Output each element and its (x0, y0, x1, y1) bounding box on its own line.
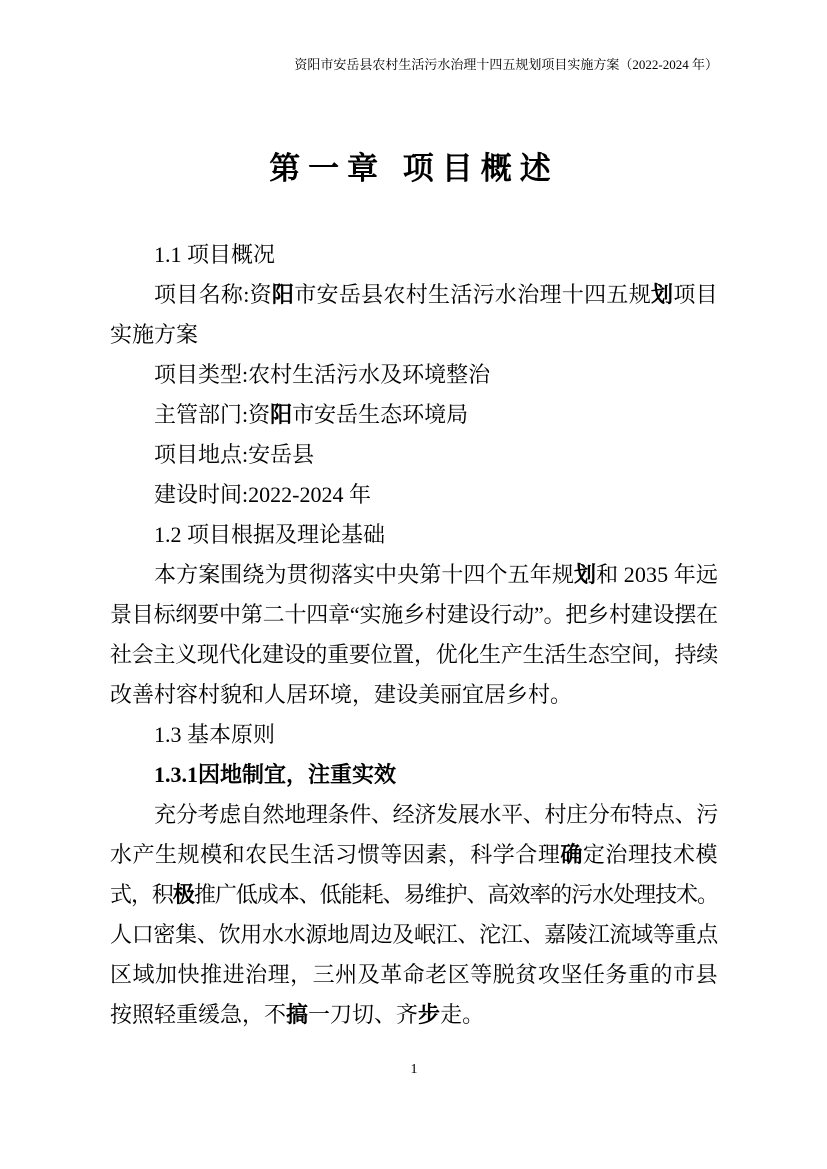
text-segment: 项目 (673, 282, 718, 307)
bold-text-segment: 划 (651, 282, 674, 307)
line-text (110, 842, 718, 867)
line-text (110, 642, 718, 667)
text-segment: 项目名称:资 (154, 282, 272, 307)
text-segment: 1.1 项目概况 (154, 242, 276, 267)
text-segment: 主管部门:资 (154, 402, 271, 427)
line-text (154, 722, 275, 747)
text-segment: 1.2 项目根据及理论基础 (154, 522, 386, 547)
heading-1-3 (110, 715, 718, 755)
para-basis-line-1 (110, 555, 718, 595)
para-principle-line-6 (110, 995, 718, 1035)
text-segment: 本方案围绕为贯彻落实中央第十四个五年规 (154, 562, 574, 587)
bold-text-segment: 阳 (271, 282, 295, 307)
line-text (154, 802, 718, 827)
heading-1-3-1 (110, 755, 718, 795)
line-text (110, 322, 198, 347)
heading-1-1 (110, 235, 718, 275)
text-segment: 水产生规模和农民生活习惯等因素，科学合理 (110, 842, 561, 867)
heading-1-2 (110, 515, 718, 555)
line-text (154, 442, 314, 467)
para-basis-line-2 (110, 595, 718, 635)
para-principle-line-4 (110, 915, 718, 955)
para-basis-line-3 (110, 635, 718, 675)
para-department (110, 395, 718, 435)
text-segment: 项目地点:安岳县 (154, 442, 315, 467)
text-segment: 景目标纲要中第二十四章“实施乡村建设行动”。把乡村建设摆在 (110, 602, 718, 627)
text-segment: 按照轻重缓急，不 (110, 1002, 287, 1027)
para-basis-line-4 (110, 675, 718, 715)
para-project-name-line-1 (110, 275, 718, 315)
bold-text-segment: 确 (560, 842, 583, 867)
bold-text-segment: 划 (573, 562, 597, 587)
line-text (110, 602, 718, 627)
bold-text-segment: 搞 (286, 1002, 309, 1027)
para-location (110, 435, 718, 475)
page-number: 1 (410, 1062, 418, 1077)
line-text (110, 922, 718, 947)
line-text (110, 882, 718, 907)
bold-text-segment: 步 (418, 1002, 441, 1027)
line-text (110, 962, 718, 987)
text-segment: 1.3 基本原则 (154, 722, 276, 747)
text-segment: 走。 (440, 1002, 485, 1027)
text-segment: 定治理技术模 (582, 842, 718, 867)
text-segment: 实施方案 (110, 322, 199, 347)
line-text (154, 362, 490, 387)
para-project-name-line-2 (110, 315, 718, 355)
text-segment: 充分考虑自然地理条件、经济发展水平、村庄分布特点、污 (154, 802, 718, 827)
line-text (154, 562, 718, 587)
document-body (110, 235, 718, 1035)
line-text (110, 1002, 484, 1027)
line-text (154, 762, 396, 787)
text-segment: 推广低成本、低能耗、易维护、高效率的污水处理技术。 (193, 882, 718, 907)
line-text (154, 482, 371, 507)
para-principle-line-5 (110, 955, 718, 995)
page-header: 资阳市安岳县农村生活污水治理十四五规划项目实施方案（2022-2024 年） (294, 57, 718, 72)
text-segment: 社会主义现代化建设的重要位置，优化生产生活生态空间，持续 (110, 642, 718, 667)
text-segment: 1.3.1因地制宜，注重实效 (154, 762, 397, 787)
line-text (154, 242, 275, 267)
line-text (154, 282, 718, 307)
text-segment: 改善村容村貌和人居环境，建设美丽宜居乡村。 (110, 682, 573, 707)
text-segment: 项目类型:农村生活污水及环境整治 (154, 362, 491, 387)
text-segment: 区域加快推进治理，三州及革命老区等脱贫攻坚任务重的市县 (110, 962, 718, 987)
text-segment: 市安岳县农村生活污水治理十四五规 (294, 282, 652, 307)
line-text (154, 522, 385, 547)
para-principle-line-3 (110, 875, 718, 915)
para-principle-line-1 (110, 795, 718, 835)
text-segment: 和 2035 年远 (596, 562, 718, 587)
text-segment: 建设时间:2022-2024 年 (154, 482, 371, 507)
text-segment: 一刀切、齐 (308, 1002, 419, 1027)
line-text (110, 682, 572, 707)
bold-text-segment: 极 (172, 882, 194, 907)
text-segment: 人口密集、饮用水水源地周边及岷江、沱江、嘉陵江流域等重点 (110, 922, 718, 947)
line-text (154, 402, 468, 427)
chapter-title: 第一章 项目概述 (269, 151, 559, 186)
bold-text-segment: 阳 (270, 402, 293, 427)
para-schedule (110, 475, 718, 515)
text-segment: 式，积 (110, 882, 173, 907)
text-segment: 市安岳生态环境局 (292, 402, 469, 427)
para-project-type (110, 355, 718, 395)
para-principle-line-2 (110, 835, 718, 875)
